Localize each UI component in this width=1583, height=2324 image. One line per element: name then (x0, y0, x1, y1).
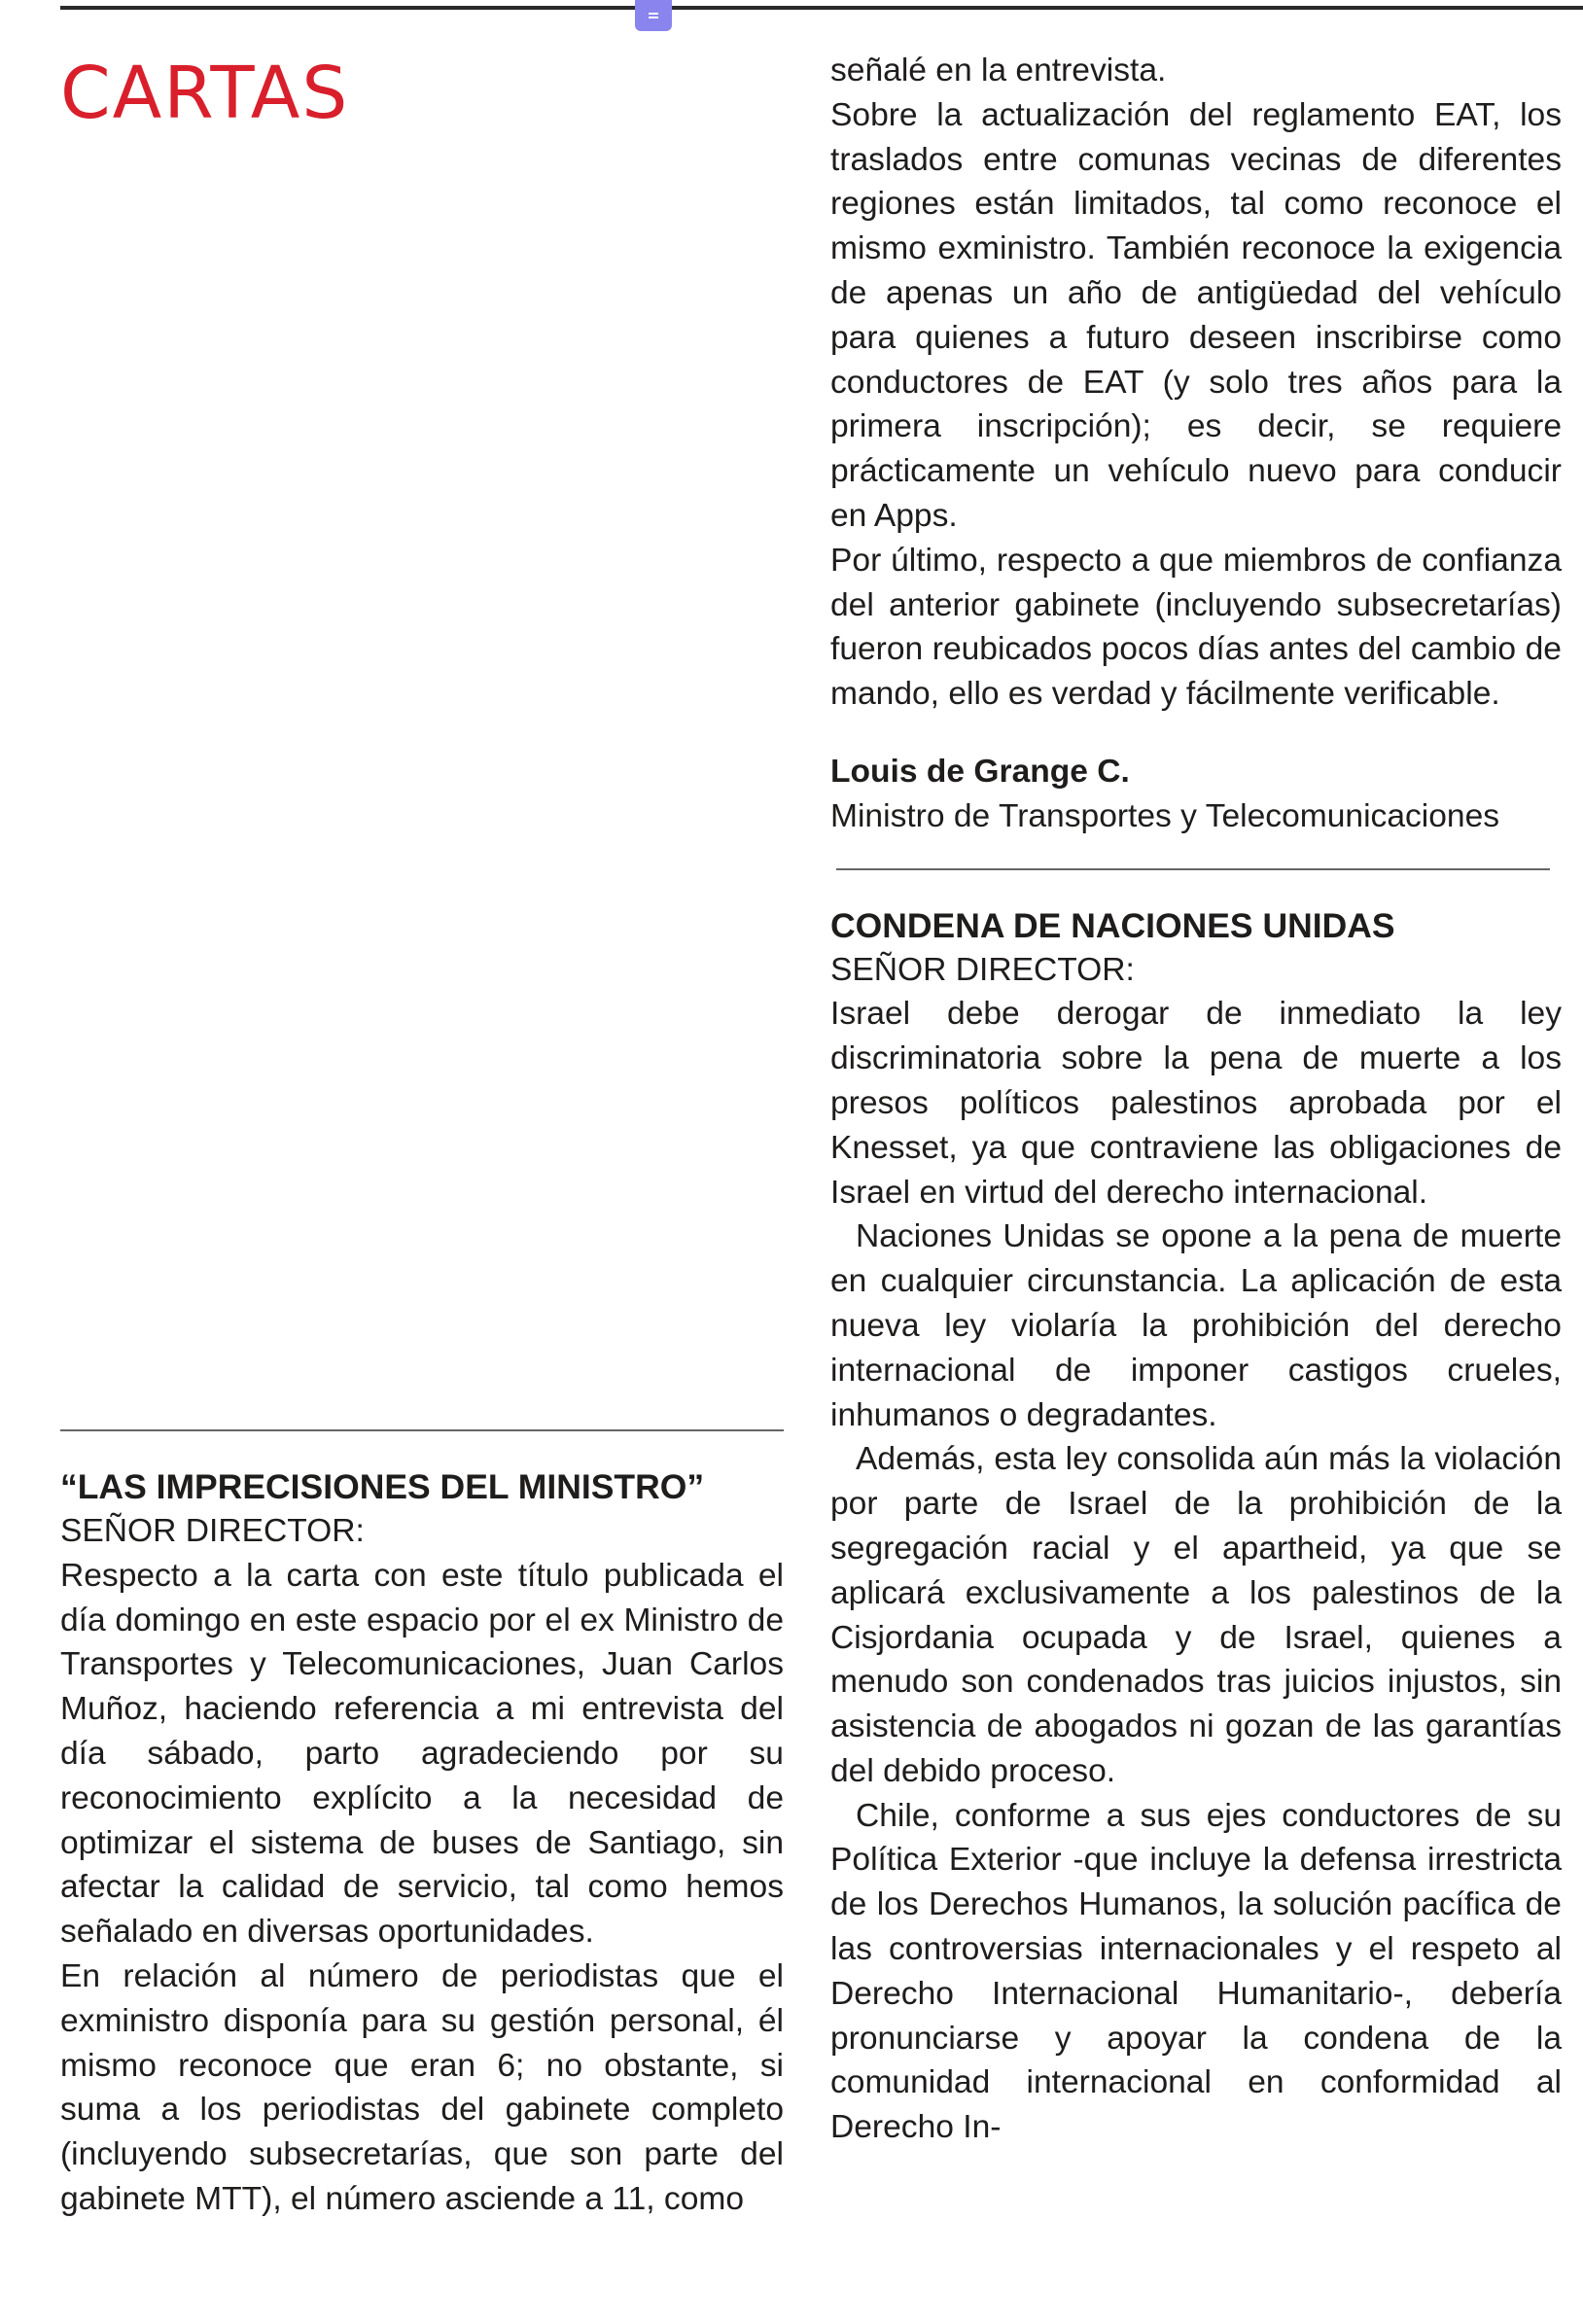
letter1-continuation-paragraph: señalé en la entrevista. (830, 53, 1167, 88)
letter1-salutation: SEÑOR DIRECTOR: (60, 1513, 365, 1549)
letter2-paragraph: Además, esta ley consolida aún más la violación por parte de Israel de la prohibición de la segregación racial y el apartheid, ya que se aplicará exclusivamente a los palestinos de la Cisjordania ocupada y de Israel, quienes a menudo son condenados tras juicios injustos, sin asistencia de abogados ni gozan de las garantías del debido proceso. (830, 1441, 1562, 1789)
letter1-continuation-paragraph: Por último, respecto a que miembros de confianza del anterior gabinete (incluyendo subsecretarías) fueron reubicados pocos días antes del cambio de mando, ello es verdad y fácilmente verificable. (830, 542, 1562, 713)
left-column (60, 1429, 784, 2222)
signature-title: Ministro de Transportes y Telecomunicaciones (830, 797, 1500, 834)
menu-tab-icon[interactable] (635, 0, 672, 31)
letter-divider (60, 1429, 784, 1431)
letter2-heading: CONDENA DE NACIONES UNIDAS (830, 905, 1395, 945)
letter-divider (836, 868, 1550, 870)
letter1-continuation (830, 49, 1562, 717)
letter2-paragraph: Chile, conforme a sus ejes conductores de su Política Exterior -que incluye la defensa irrestricta de los Derechos Humanos, la solución pacífica de las controversias internacionales y el respeto al Derecho Internacional Humanitario-, debería pronunciarse y apoyar la condena de la comunidad internacional en conformidad al Derecho In- (830, 1797, 1562, 2146)
letter2-paragraph: Naciones Unidas se opone a la pena de muerte en cualquier circunstancia. La aplicación de esta nueva ley violaría la prohibición del derecho internacional de imponer castigos crueles, inhumanos o degradantes. (830, 1218, 1562, 1433)
signature-name: Louis de Grange C. (830, 753, 1130, 790)
letter1-signature (830, 750, 1562, 839)
top-rule (60, 6, 1583, 10)
letter1-continuation-paragraph: Sobre la actualización del reglamento EAT, los traslados entre comunas vecinas de diferentes regiones están limitados, tal como reconoce el mismo exministro. También reconoce la exigencia de apenas un año de antigüedad del vehículo para quienes a futuro deseen inscribirse como conductores de EAT (y solo tres años para la primera inscripción); es decir, se requiere prácticamente un vehículo nuevo para conducir en Apps. (830, 96, 1562, 534)
letter2-paragraph: Israel debe derogar de inmediato la ley discriminatoria sobre la pena de muerte a los presos políticos palestinos aprobada por el Knesset, ya que contraviene las obligaciones de Israel en virtud del derecho internacional. (830, 996, 1562, 1211)
letter1-paragraph: Respecto a la carta con este título publicada el día domingo en este espacio por el ex Ministro de Transportes y Telecomunicaciones, Juan Carlos Muñoz, haciendo referencia a mi entrevista del día sábado, parto agradeciendo por su reconocimiento explícito a la necesidad de optimizar el sistema de buses de Santiago, sin afectar la calidad de servicio, tal como hemos señalado en diversas oportunidades. (60, 1557, 784, 1951)
letter2-salutation: SEÑOR DIRECTOR: (830, 951, 1135, 988)
section-title: CARTAS (60, 52, 350, 135)
letter1-paragraph: En relación al número de periodistas que el exministro disponía para su gestión personal, él mismo reconoce que eran 6; no obstante, si suma a los periodistas del gabinete completo (incluyendo subsecretarías, que son parte del gabinete MTT), el número asciende a 11, como (60, 1957, 784, 2217)
letter1-heading: “LAS IMPRECISIONES DEL MINISTRO” (60, 1467, 705, 1506)
right-column (830, 49, 1562, 2150)
